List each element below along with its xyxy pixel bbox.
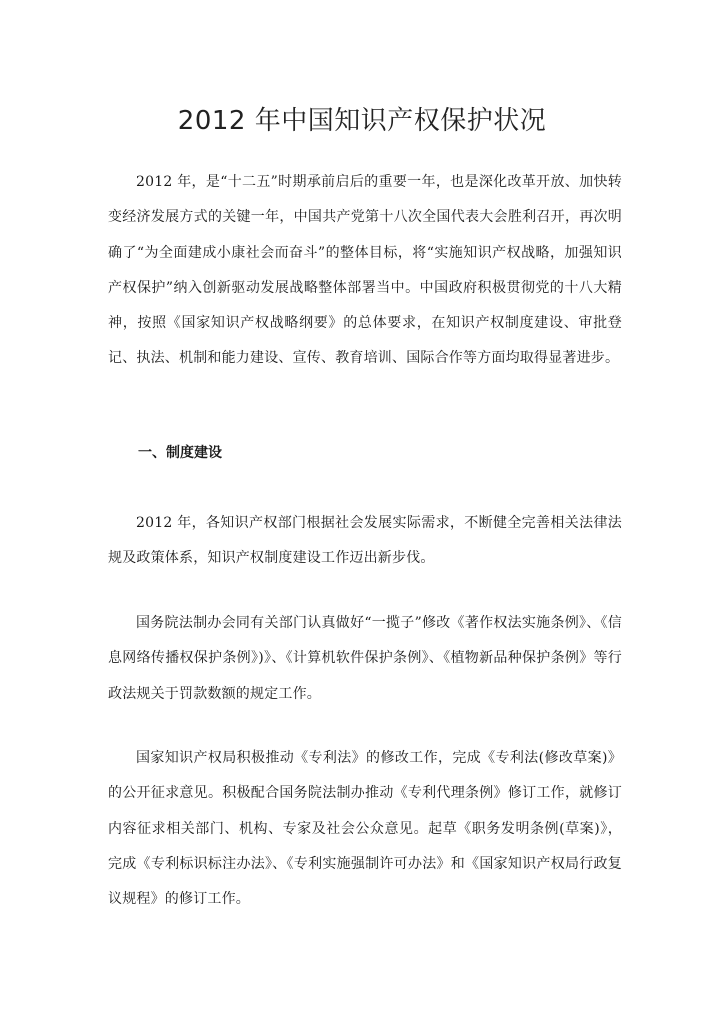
section-heading-institutional-building: 一、制度建设 (138, 445, 222, 461)
document-title: 2012 年中国知识产权保护状况 (177, 106, 547, 136)
section-paragraph: 2012 年，各知识产权部门根据社会发展实际需求，不断健全完善相关法律法规及政策体系，知识产权制度建设工作迈出新步伐。 (108, 515, 622, 567)
intro-paragraph: 2012 年，是“十二五”时期承前启后的重要一年，也是深化改革开放、加快转变经济发展方式的关键一年，中国共产党第十八次全国代表大会胜利召开，再次明确了“为全面建成小康社会而奋斗”的整体目标，将“实施知识产权战略，加强知识产权保护”纳入创新驱动发展战略整体部署当中。中国政府积极贯彻党的十八大精神，按照《国家知识产权战略纲要》的总体要求，在知识产权制度建设、审批登记、执法、机制和能力建设、宣传、教育培训、国际合作等方面均取得显著进步。 (108, 174, 622, 367)
section-paragraph: 国家知识产权局积极推动《专利法》的修改工作，完成《专利法(修改草案)》的公开征求意见。积极配合国务院法制办推动《专利代理条例》修订工作，就修订内容征求相关部门、机构、专家及社会公众意见。起草《职务发明条例(草案)》，完成《专利标识标注办法》、《专利实施强制许可办法》和《国家知识产权局行政复议规程》的修订工作。 (108, 750, 622, 908)
section-paragraph: 国务院法制办会同有关部门认真做好“一揽子”修改《著作权法实施条例》、《信息网络传播权保护条例》)》、《计算机软件保护条例》、《植物新品种保护条例》等行政法规关于罚款数额的规定工作。 (108, 615, 622, 702)
